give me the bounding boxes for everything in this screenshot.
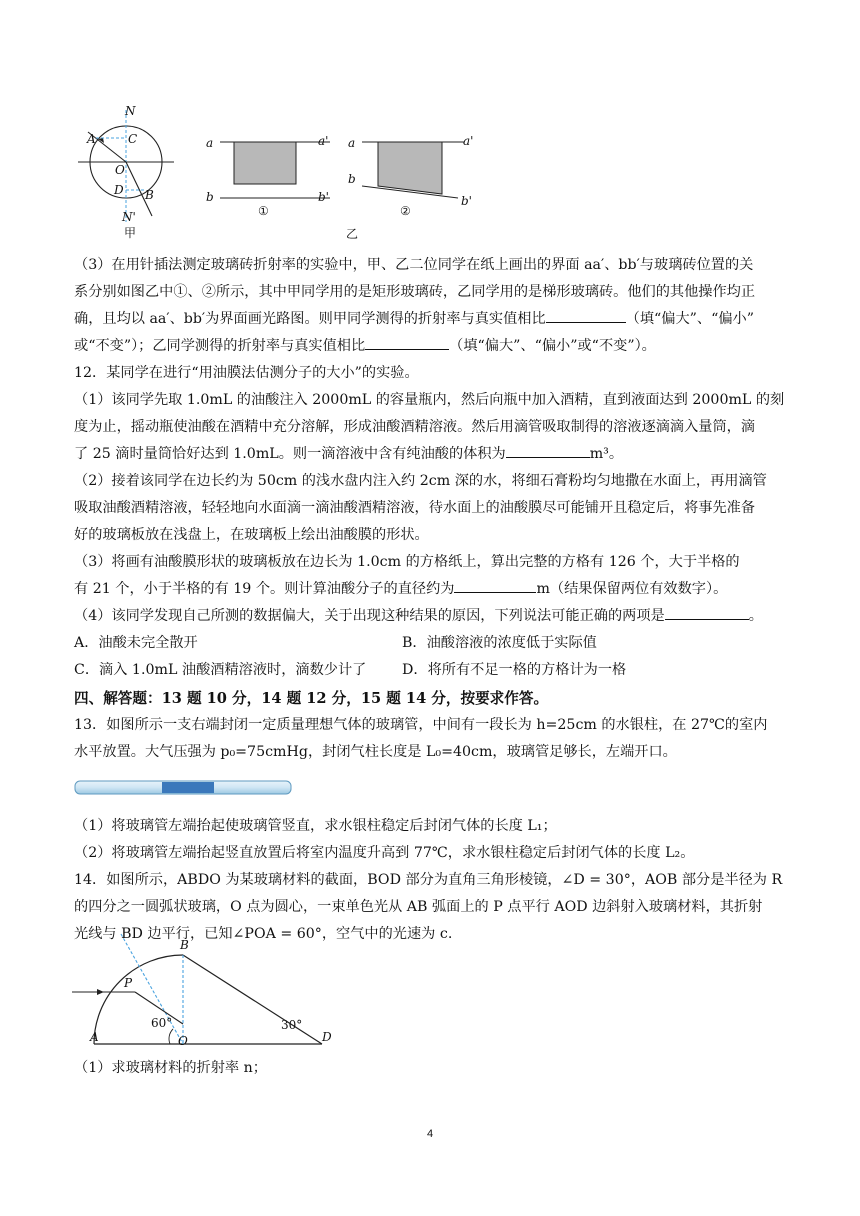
yi1-label-b: b	[206, 190, 214, 204]
q12-3-tail: m（结果保留两位有效数字）。	[536, 581, 728, 597]
q13-line2: 水平放置。大气压强为 p₀=75cmHg，封闭气柱长度是 L₀=40cm，玻璃管足够长，左端开口。	[74, 744, 677, 760]
q12-4-line1	[74, 603, 794, 630]
q11-3-line4	[74, 333, 794, 360]
q14-line1: 14．如图所示，ABDO 为某玻璃材料的截面，BOD 部分为直角三角形棱镜，∠D = 30°，AOB 部分是半径为 R	[74, 872, 783, 888]
yi1-caption: ①	[258, 204, 269, 218]
q14-label-p: P	[124, 976, 133, 990]
jia-label-o: O	[115, 163, 125, 177]
yi1-label-b-prime: b'	[318, 190, 329, 204]
yi-caption: 乙	[346, 227, 359, 241]
q13-glass-tube-figure	[74, 779, 294, 799]
q12-title: 12．某同学在进行“用油膜法估测分子的大小”的实验。	[74, 365, 419, 381]
q12-1-line3	[74, 441, 794, 468]
figure-yi-2	[362, 130, 472, 210]
section-4-title: 四、解答题：13 题 10 分，14 题 12 分，15 题 14 分，按要求作答。	[74, 690, 549, 707]
jia-caption: 甲	[124, 226, 137, 240]
yi1-glass-rect	[234, 142, 296, 184]
answer-blank-q12-1[interactable]	[506, 442, 590, 458]
jia-label-b: B	[145, 188, 154, 202]
q11-3-line3-tail: （填“偏大”、“偏小”	[625, 311, 754, 327]
mercury-column	[162, 782, 214, 793]
q11-3-line3	[74, 306, 794, 333]
q12-2-line2: 吸取油酸酒精溶液，轻轻地向水面滴一滴油酸酒精溶液，待水面上的油酸膜尽可能铺开且稳定后，将事先准备	[74, 500, 756, 516]
q12-3-line1: （3）将画有油酸膜形状的玻璃板放在边长为 1.0cm 的方格纸上，算出完整的方格有 126 个，大于半格的	[74, 554, 740, 570]
yi2-caption: ②	[400, 204, 411, 218]
q11-3-line4-text: 或“不变”）；乙同学测得的折射率与真实值相比	[74, 338, 366, 354]
q12-1-line1: （1）该同学先取 1.0mL 的油酸注入 2000mL 的容量瓶内，然后向瓶中加入酒精，直到液面达到 2000mL 的刻	[74, 392, 785, 408]
q13-2: （2）将玻璃管左端抬起竖直放置后将室内温度升高到 77℃，求水银柱稳定后封闭气体的长度 L₂。	[74, 845, 695, 861]
angle-arc-60	[169, 1029, 173, 1044]
q11-3-line2: 系分别如图乙中①、②所示，其中甲同学用的是矩形玻璃砖，乙同学用的是梯形玻璃砖。他们的其他操作均正	[74, 284, 756, 300]
jia-label-a: A	[87, 132, 96, 146]
q13-line1: 13．如图所示一支右端封闭一定质量理想气体的玻璃管，中间有一段长为 h=25cm 的水银柱，在 27℃的室内	[74, 717, 768, 733]
jia-label-c: C	[128, 132, 138, 146]
yi1-label-a-prime: a'	[318, 134, 329, 148]
q12-2-line1: （2）接着该同学在边长约为 50cm 的浅水盘内注入约 2cm 深的水，将细石膏粉均匀地撒在水面上，再用滴管	[74, 473, 767, 489]
jia-label-n: N	[125, 104, 136, 118]
q12-1-line3-text: 了 25 滴时量筒恰好达到 1.0mL。则一滴溶液中含有纯油酸的体积为	[74, 446, 506, 462]
q14-line2: 的四分之一圆弧状玻璃，O 点为圆心，一束单色光从 AB 弧面上的 P 点平行 AOD 边斜射入玻璃材料，其折射	[74, 899, 763, 915]
yi1-label-a: a	[206, 136, 214, 150]
incident-arrow	[97, 989, 104, 995]
q12-option-c[interactable]: C．滴入 1.0mL 油酸酒精溶液时，滴数少计了	[74, 662, 367, 678]
jia-label-d: D	[114, 183, 124, 197]
q13-1: （1）将玻璃管左端抬起使玻璃管竖直，求水银柱稳定后封闭气体的长度 L₁；	[74, 818, 557, 834]
q14-label-b: B	[180, 938, 189, 952]
arc-ab	[94, 955, 183, 1044]
q14-prism-figure	[70, 950, 350, 1060]
q12-1-line2: 度为止，摇动瓶使油酸在酒精中充分溶解，形成油酸酒精溶液。然后用滴管吸取制得的溶液逐滴滴入量筒，滴	[74, 419, 756, 435]
q14-angle-60: 60°	[151, 1016, 173, 1030]
q12-4-line1-text: （4）该同学发现自己所测的数据偏大，关于出现这种结果的原因，下列说法可能正确的两项是	[74, 608, 665, 624]
q12-1-unit: m³。	[589, 446, 624, 462]
q12-option-d[interactable]: D．将所有不足一格的方格计为一格	[402, 662, 627, 678]
q12-2-line3: 好的玻璃板放在浅盘上，在玻璃板上绘出油酸膜的形状。	[74, 527, 429, 543]
q14-line3: 光线与 BD 边平行，已知∠POA = 60°，空气中的光速为 c.	[74, 926, 453, 942]
answer-blank-q12-4[interactable]	[665, 604, 749, 620]
q14-label-o: O	[178, 1034, 188, 1048]
q11-3-line4-tail: （填“偏大”、“偏小”或“不变”）。	[449, 338, 656, 354]
yi2-label-b: b	[348, 172, 356, 186]
q12-3-line2-text: 有 21 个，小于半格的有 19 个。则计算油酸分子的直径约为	[74, 581, 455, 597]
q14-angle-30: 30°	[281, 1018, 303, 1032]
q14-label-d: D	[322, 1030, 332, 1044]
q14-1: （1）求玻璃材料的折射率 n；	[74, 1060, 267, 1076]
yi2-label-a-prime: a'	[463, 134, 474, 148]
q12-4-tail: 。	[748, 608, 763, 624]
q12-option-b[interactable]: B．油酸溶液的浓度低于实际值	[402, 635, 597, 651]
yi2-glass-trapezoid	[378, 142, 442, 194]
q14-label-a: A	[90, 1030, 99, 1044]
jia-label-n-prime: N'	[122, 210, 136, 224]
yi2-label-a: a	[348, 136, 356, 150]
page-number: 4	[426, 1128, 434, 1140]
q11-3-line3-text: 确，且均以 aa′、bb′为界面画光路图。则甲同学测得的折射率与真实值相比	[74, 311, 546, 327]
answer-blank-q11-yi[interactable]	[365, 334, 449, 350]
answer-blank-q11-jia[interactable]	[546, 307, 626, 323]
answer-blank-q12-3[interactable]	[454, 577, 536, 593]
q12-option-a[interactable]: A．油酸未完全散开	[74, 635, 198, 651]
yi2-label-b-prime: b'	[461, 194, 472, 208]
q11-3-line1: （3）在用针插法测定玻璃砖折射率的实验中，甲、乙二位同学在纸上画出的界面 aa′、bb′与玻璃砖位置的关	[74, 257, 754, 273]
q12-3-line2	[74, 576, 794, 603]
